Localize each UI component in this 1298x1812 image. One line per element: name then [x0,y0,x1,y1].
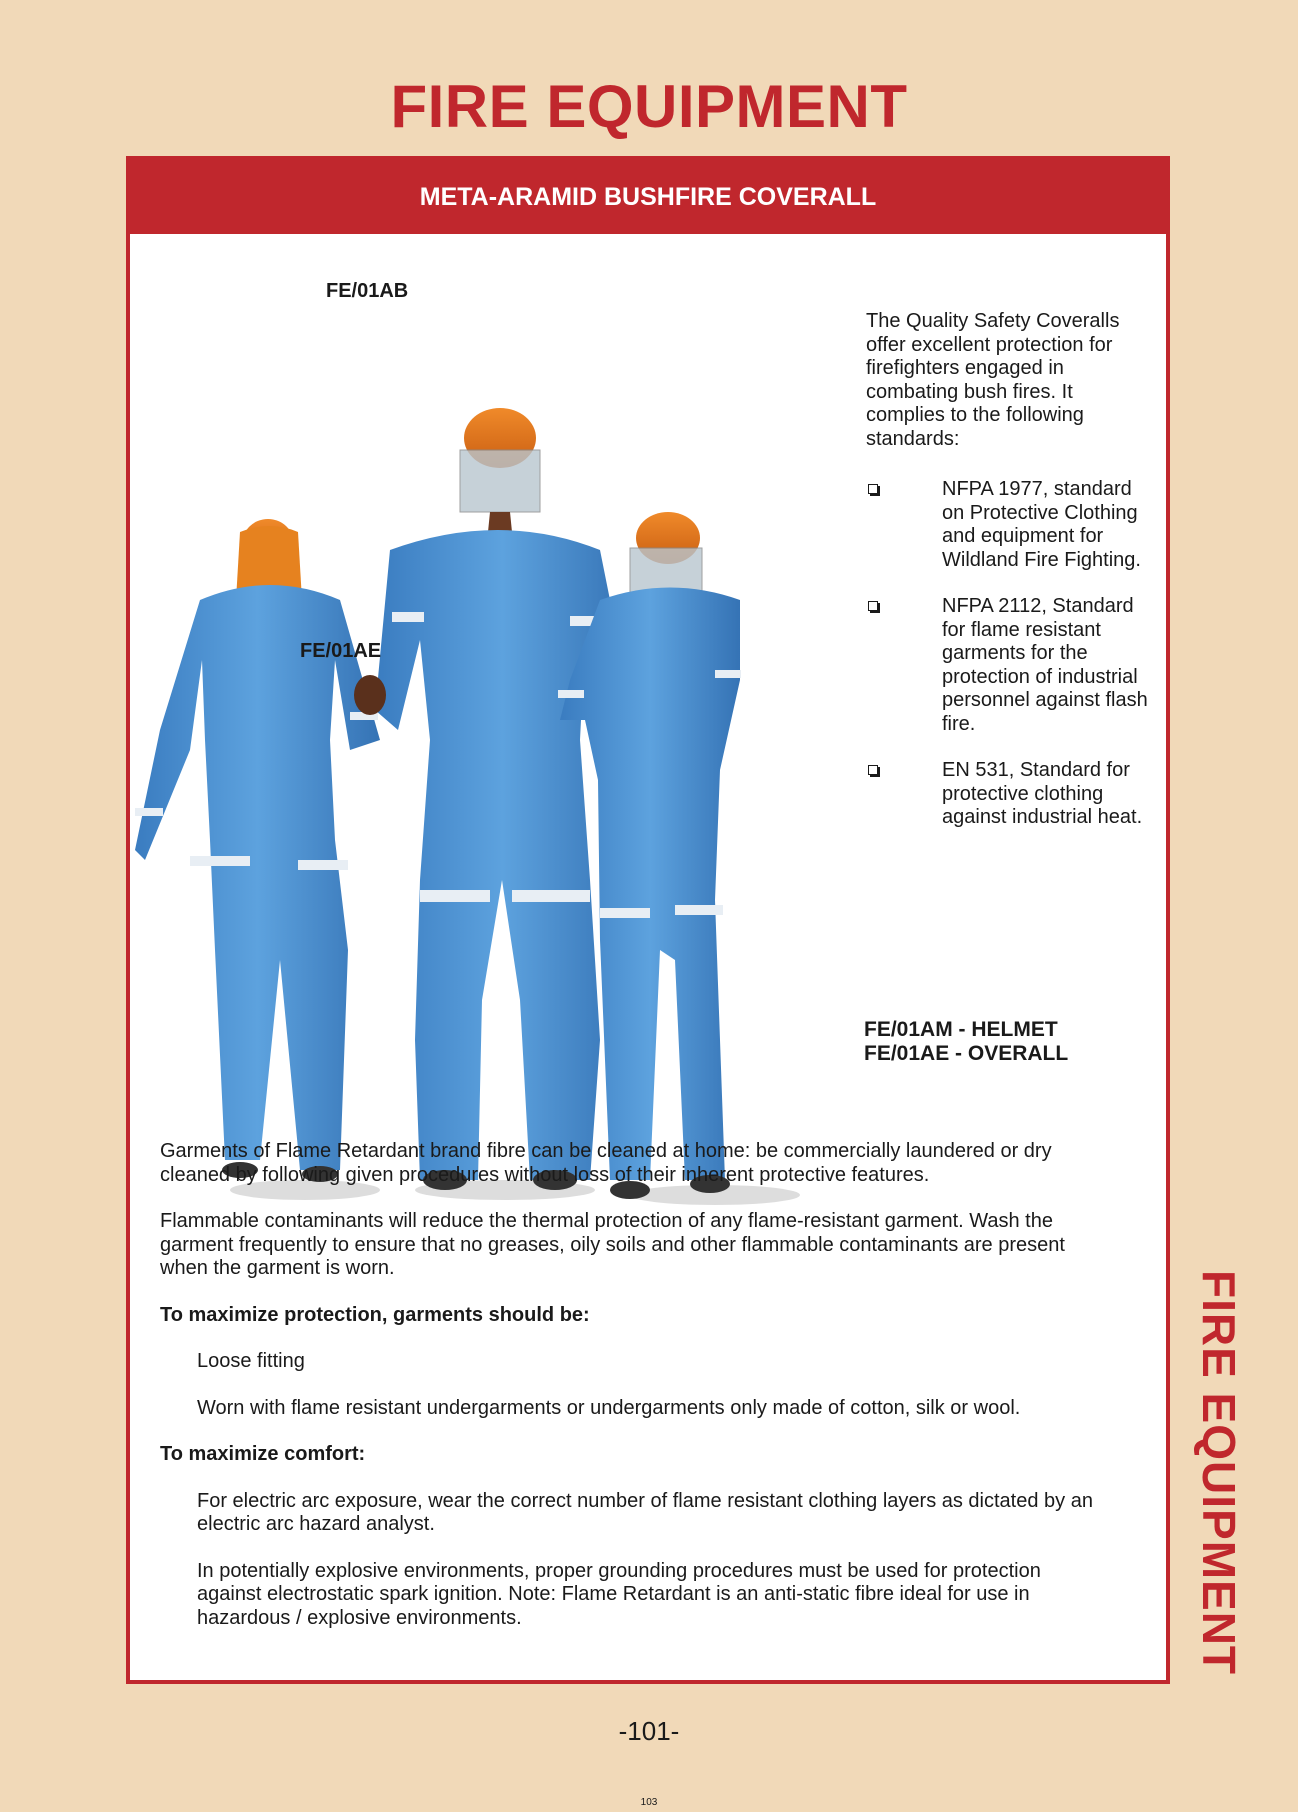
comfort-item: For electric arc exposure, wear the correct number of flame resistant clothing layers as dictated by an electric arc hazard analyst. [197,1489,1093,1535]
product-description: The Quality Safety Coveralls offer excellent protection for firefighters engaged in combating bush fires. It complies to the following standards: [866,310,1120,450]
standard-item: NFPA 2112, Standard for flame resistant garments for the protection of industrial personnel against flash fire. [866,595,1156,736]
footer-page-index: 103 [640,1797,658,1808]
standard-item: EN 531, Standard for protective clothing against industrial heat. [866,759,1156,830]
checkbox-bullet-icon [868,601,878,611]
coverall-photo [130,300,850,1250]
figure-back-view [135,519,380,1182]
label-fe01ab: FE/01AB [326,280,409,302]
code-helmet: FE/01AM - HELMET [864,1018,1058,1041]
protection-item: Worn with flame resistant undergarments or undergarments only made of cotton, silk or wool. [197,1396,1021,1419]
section-banner: META-ARAMID BUSHFIRE COVERALL [130,160,1166,234]
product-codes [864,1018,1068,1066]
page-title: FIRE EQUIPMENT [390,73,908,140]
care-paragraph: Garments of Flame Retardant brand fibre can be cleaned at home: be commercially laundered or dry cleaned by following given procedures without loss of their inherent protective features. [160,1140,1052,1186]
checkbox-bullet-icon [868,484,878,494]
label-fe01ae: FE/01AE [300,640,382,662]
page-number: -101- [618,1716,680,1746]
standard-item: NFPA 1977, standard on Protective Clothing and equipment for Wildland Fire Fighting. [866,478,1156,572]
checkbox-bullet-icon [868,765,878,775]
code-overall: FE/01AE - OVERALL [864,1042,1069,1065]
protection-heading: To maximize protection, garments should be: [160,1303,590,1326]
care-instructions [160,1140,1110,1653]
comfort-heading: To maximize comfort: [160,1443,366,1465]
standards-list [866,478,1156,853]
figure-front-view [354,408,636,1190]
product-panel [126,156,1170,1684]
protection-item: Loose fitting [197,1350,305,1372]
side-section-label: FIRE EQUIPMENT [1193,1270,1245,1676]
comfort-item: In potentially explosive environments, proper grounding procedures must be used for protection against electrostatic spark ignition. Note: Flame Retardant is an anti-static fibre ideal for use in hazardous / explosive environments. [197,1559,1041,1629]
care-paragraph: Flammable contaminants will reduce the thermal protection of any flame-resistant garment. Wash the garment frequently to ensure that no greases, oily soils and other flammable contaminants are present when the garment is worn. [160,1210,1065,1279]
